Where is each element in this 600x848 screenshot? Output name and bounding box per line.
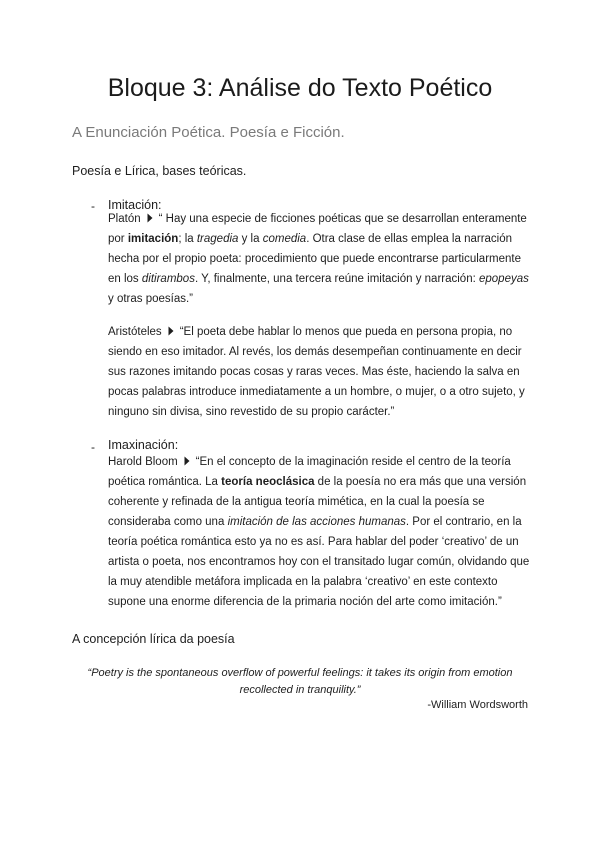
emphasis-epopeyas: epopeyas [479,273,529,285]
arrow-bullet-icon [147,213,153,223]
section-heading-concepcion-lirica: A concepción lírica da poesía [72,632,235,646]
emphasis-imitacion-acciones: imitación de las acciones humanas [227,516,406,528]
bloom-quote: Harold Bloom “En el concepto de la imaginación reside el centro de la teoría poética romántica. La teoría neoclásica de la poesía no era más que una versión coherente y refinada de la antigua teoría mimética, en la cual la poesía se consideraba como una imitación de las acciones humanas. Por el contrario, en la teoría poética romántica esto ya no es así. Para hablar del poder ‘creativo’ de un artista o poeta, nos encontramos hoy con el transitado lugar común, olvidando que la muy atendible metáfora implicada en la palabra ‘creativo’ en este contexto supone una enorme diferencia de la primaria noción del arte como imitación.” [108,456,530,608]
platon-quote: Platón “ Hay una especie de ficciones poéticas que se desarrollan enteramente por imitación; la tragedia y la comedia. Otra clase de ellas emplea la narración hecha por el propio poeta: procedimiento que puede encontrarse particularmente en los ditirambos. Y, finalmente, una tercera reúne imitación y narración: epopeyas y otras poesías.” [108,213,529,305]
section-heading-poesia-lirica: Poesía e Lírica, bases teóricas. [72,164,247,178]
wordsworth-quote: “Poetry is the spontaneous overflow of powerful feelings: it takes its origin from emotion recollected in tranquility.” [87,667,513,696]
arrow-bullet-icon [168,326,174,336]
quote-attribution: -William Wordsworth [427,699,528,711]
subtitle: A Enunciación Poética. Poesía e Ficción. [72,124,345,141]
page-title: Bloque 3: Análise do Texto Poético [107,74,493,102]
arrow-bullet-icon [184,456,190,466]
list-item-heading-imaxinacion: Imaxinación: [108,438,179,452]
list-item-heading-imitacion: Imitación: [108,198,162,212]
emphasis-ditirambos: ditirambos [141,273,195,285]
list-dash: - [91,199,95,213]
emphasis-comedia: comedia [262,233,307,245]
emphasis-tragedia: tragedia [196,233,239,245]
list-dash: - [91,440,95,454]
aristoteles-quote: Aristóteles “El poeta debe hablar lo menos que pueda en persona propia, no siendo en eso imitador. Al revés, los demás desempeñan continuamente en decir sus razones imitando pocas cosas y raras veces. Mas éste, haciendo la salva en pocas palabras introduce inmediatamente a un hombre, o mujer, o a otro sujeto, y ninguno sin divisa, sino revestido de su propio carácter.” [108,326,525,418]
emphasis-imitacion: imitación [127,233,179,245]
author-harold-bloom: Harold Bloom [108,456,178,468]
author-aristoteles: Aristóteles [108,326,162,338]
emphasis-teoria-neoclasica: teoría neoclásica [221,476,315,488]
author-platon: Platón [108,213,141,225]
